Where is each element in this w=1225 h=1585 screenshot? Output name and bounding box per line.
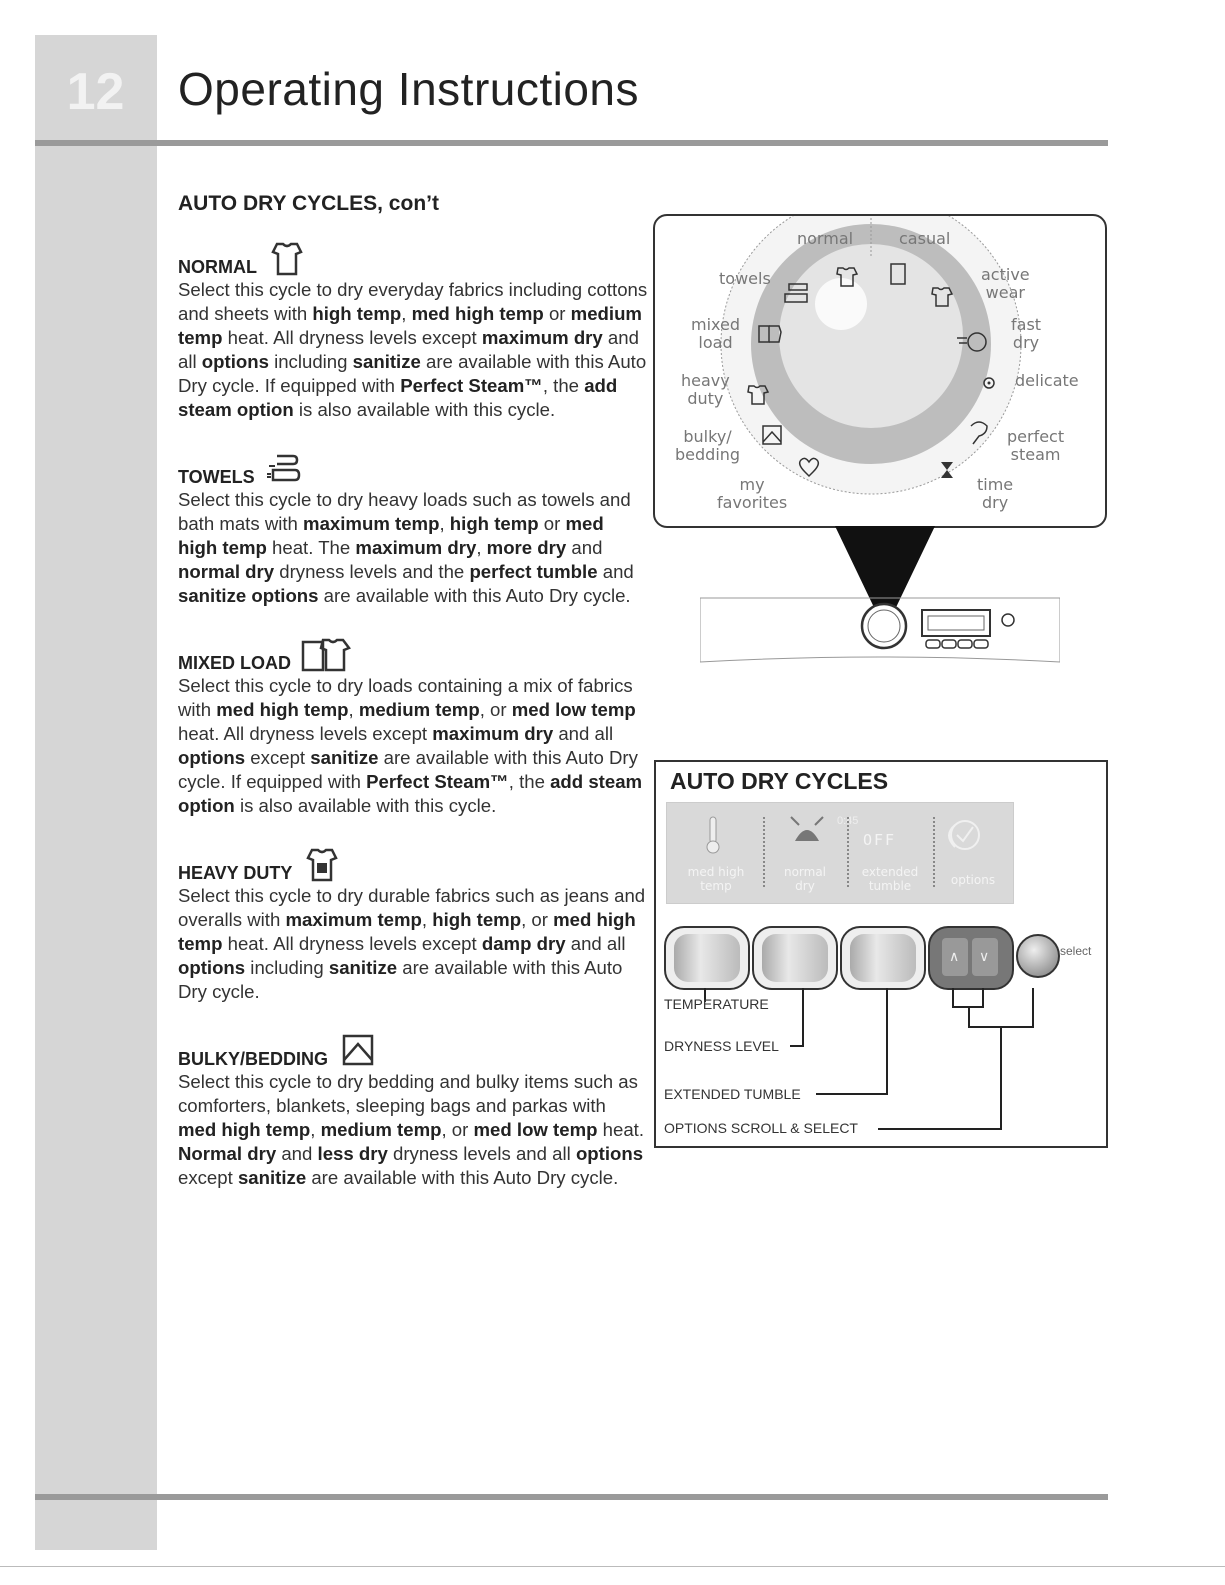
panel-title: AUTO DRY CYCLES — [670, 768, 889, 794]
heavy-duty-icon — [302, 844, 342, 884]
bulky-bedding-dial-icon — [763, 426, 781, 444]
display-label-dryness: normal dry — [783, 865, 827, 893]
cycle-name: BULKY/BEDDING — [178, 1049, 329, 1069]
cycle-description: Select this cycle to dry heavy loads such as towels and bath mats with maximum temp, high temp or med high temp heat. The maximum dry, more dry and normal dry dryness levels and the perfect tumble and sanitize options are available with this Auto Dry cycle. — [178, 489, 634, 606]
cycle-descriptions — [178, 192, 648, 1212]
page-edge-line — [0, 1566, 1225, 1567]
callout-options-scroll-select: OPTIONS SCROLL & SELECT — [664, 1120, 858, 1136]
cycle-name: HEAVY DUTY — [178, 863, 293, 883]
normal-icon — [837, 268, 857, 286]
cycle-heavy-duty — [178, 840, 648, 1004]
callout-temperature: TEMPERATURE — [664, 996, 769, 1012]
dial-label-delicate: delicate — [1015, 371, 1079, 390]
cycle-normal — [178, 234, 648, 422]
bottom-rule — [35, 1494, 1108, 1500]
page-title: Operating Instructions — [178, 63, 640, 115]
page-number: 12 — [66, 63, 125, 121]
dryness-sun-icon — [787, 813, 827, 853]
callout-extended-tumble: EXTENDED TUMBLE — [664, 1086, 801, 1102]
dial-label-fast-dry: fast dry — [1011, 315, 1042, 352]
options-scroll-buttons — [928, 926, 1014, 990]
time-dry-dial-icon — [941, 462, 953, 478]
mixed-load-dial-icon — [759, 326, 781, 342]
perfect-steam-dial-icon — [971, 422, 987, 444]
scroll-down-button[interactable] — [972, 938, 998, 976]
cycle-description: Select this cycle to dry everyday fabrics including cottons and sheets with high temp, med high temp or medium temp heat. All dryness levels except maximum dry and all options including sanitize are available with this Auto Dry cycle. If equipped with Perfect Steam™, the add steam option is also available with this cycle. — [178, 279, 648, 420]
cycle-bulky-bedding — [178, 1026, 648, 1190]
cycle-description: Select this cycle to dry loads containing a mix of fabrics with med high temp, medium temp, or med low temp heat. All dryness levels except maximum dry and all options except sanitize are available with this Auto Dry cycle. If equipped with Perfect Steam™, the add steam option is also available with this cycle. — [178, 675, 643, 816]
extended-tumble-button[interactable] — [840, 926, 926, 990]
dial-label-active-wear: active wear — [981, 265, 1030, 302]
dial-label-casual: casual — [899, 229, 951, 248]
cycle-towels — [178, 444, 648, 608]
display-panel — [666, 802, 1014, 904]
dial-label-bulky-bedding: bulky/ bedding — [675, 427, 741, 464]
cycle-mixed-load — [178, 630, 648, 818]
cycle-description: Select this cycle to dry bedding and bulky items such as comforters, blankets, sleeping bags and parkas with med high temp, medium temp, or med low temp heat. Normal dry and less dry dryness levels and all options except sanitize are available with this Auto Dry cycle. — [178, 1071, 645, 1188]
select-button[interactable] — [1016, 934, 1060, 978]
scroll-up-button[interactable] — [942, 938, 968, 976]
callout-dryness-level: DRYNESS LEVEL — [664, 1038, 779, 1054]
display-label-temp: med high temp — [687, 865, 745, 893]
towels-icon — [265, 448, 305, 488]
cycle-name: TOWELS — [178, 467, 255, 487]
my-favorites-dial-icon — [800, 458, 819, 476]
cycle-name: MIXED LOAD — [178, 653, 292, 673]
dial-label-normal: normal — [797, 229, 854, 248]
active-wear-icon — [932, 288, 952, 306]
section-heading: AUTO DRY CYCLES, con’t — [178, 192, 439, 215]
display-time: 0:45 — [837, 815, 859, 827]
options-check-icon — [939, 817, 983, 853]
cycle-description: Select this cycle to dry durable fabrics such as jeans and overalls with maximum temp, high temp, or med high temp heat. All dryness levels except damp dry and all options including sanitize are available with this Auto Dry cycle. — [178, 885, 646, 1002]
chevron-up-icon: ∧ — [949, 948, 960, 964]
fast-dry-dial-icon — [957, 333, 986, 351]
dial-label-perfect-steam: perfect steam — [1007, 427, 1065, 464]
bulky-bedding-icon — [338, 1030, 378, 1070]
auto-dry-cycles-panel — [654, 760, 1108, 1148]
top-rule — [35, 140, 1108, 146]
dial-label-my-favorites: my favorites — [717, 475, 788, 512]
heavy-duty-dial-icon — [748, 386, 768, 404]
towels-dial-icon — [785, 284, 807, 302]
chevron-down-icon: ∨ — [979, 948, 990, 964]
mixed-load-icon — [301, 634, 361, 674]
dryness-level-button[interactable] — [752, 926, 838, 990]
dial-label-towels: towels — [719, 269, 771, 288]
thermometer-icon — [703, 815, 723, 855]
side-band — [35, 35, 157, 1550]
temperature-button[interactable] — [664, 926, 750, 990]
delicate-dial-icon — [984, 378, 994, 388]
cycle-dial-illustration — [653, 214, 1107, 528]
dial-label-heavy-duty: heavy duty — [681, 371, 730, 408]
display-label-options: options — [950, 873, 996, 887]
dial-label-mixed-load: mixed load — [691, 315, 741, 352]
tshirt-icon — [267, 238, 307, 278]
display-off: OFF — [863, 831, 897, 849]
cycle-name: NORMAL — [178, 257, 257, 277]
dial-label-time-dry: time dry — [977, 475, 1014, 512]
dryer-console-illustration — [700, 592, 1060, 682]
casual-icon — [891, 264, 905, 284]
select-label: select — [1060, 944, 1092, 958]
display-label-extended-tumble: extended tumble — [861, 865, 919, 893]
